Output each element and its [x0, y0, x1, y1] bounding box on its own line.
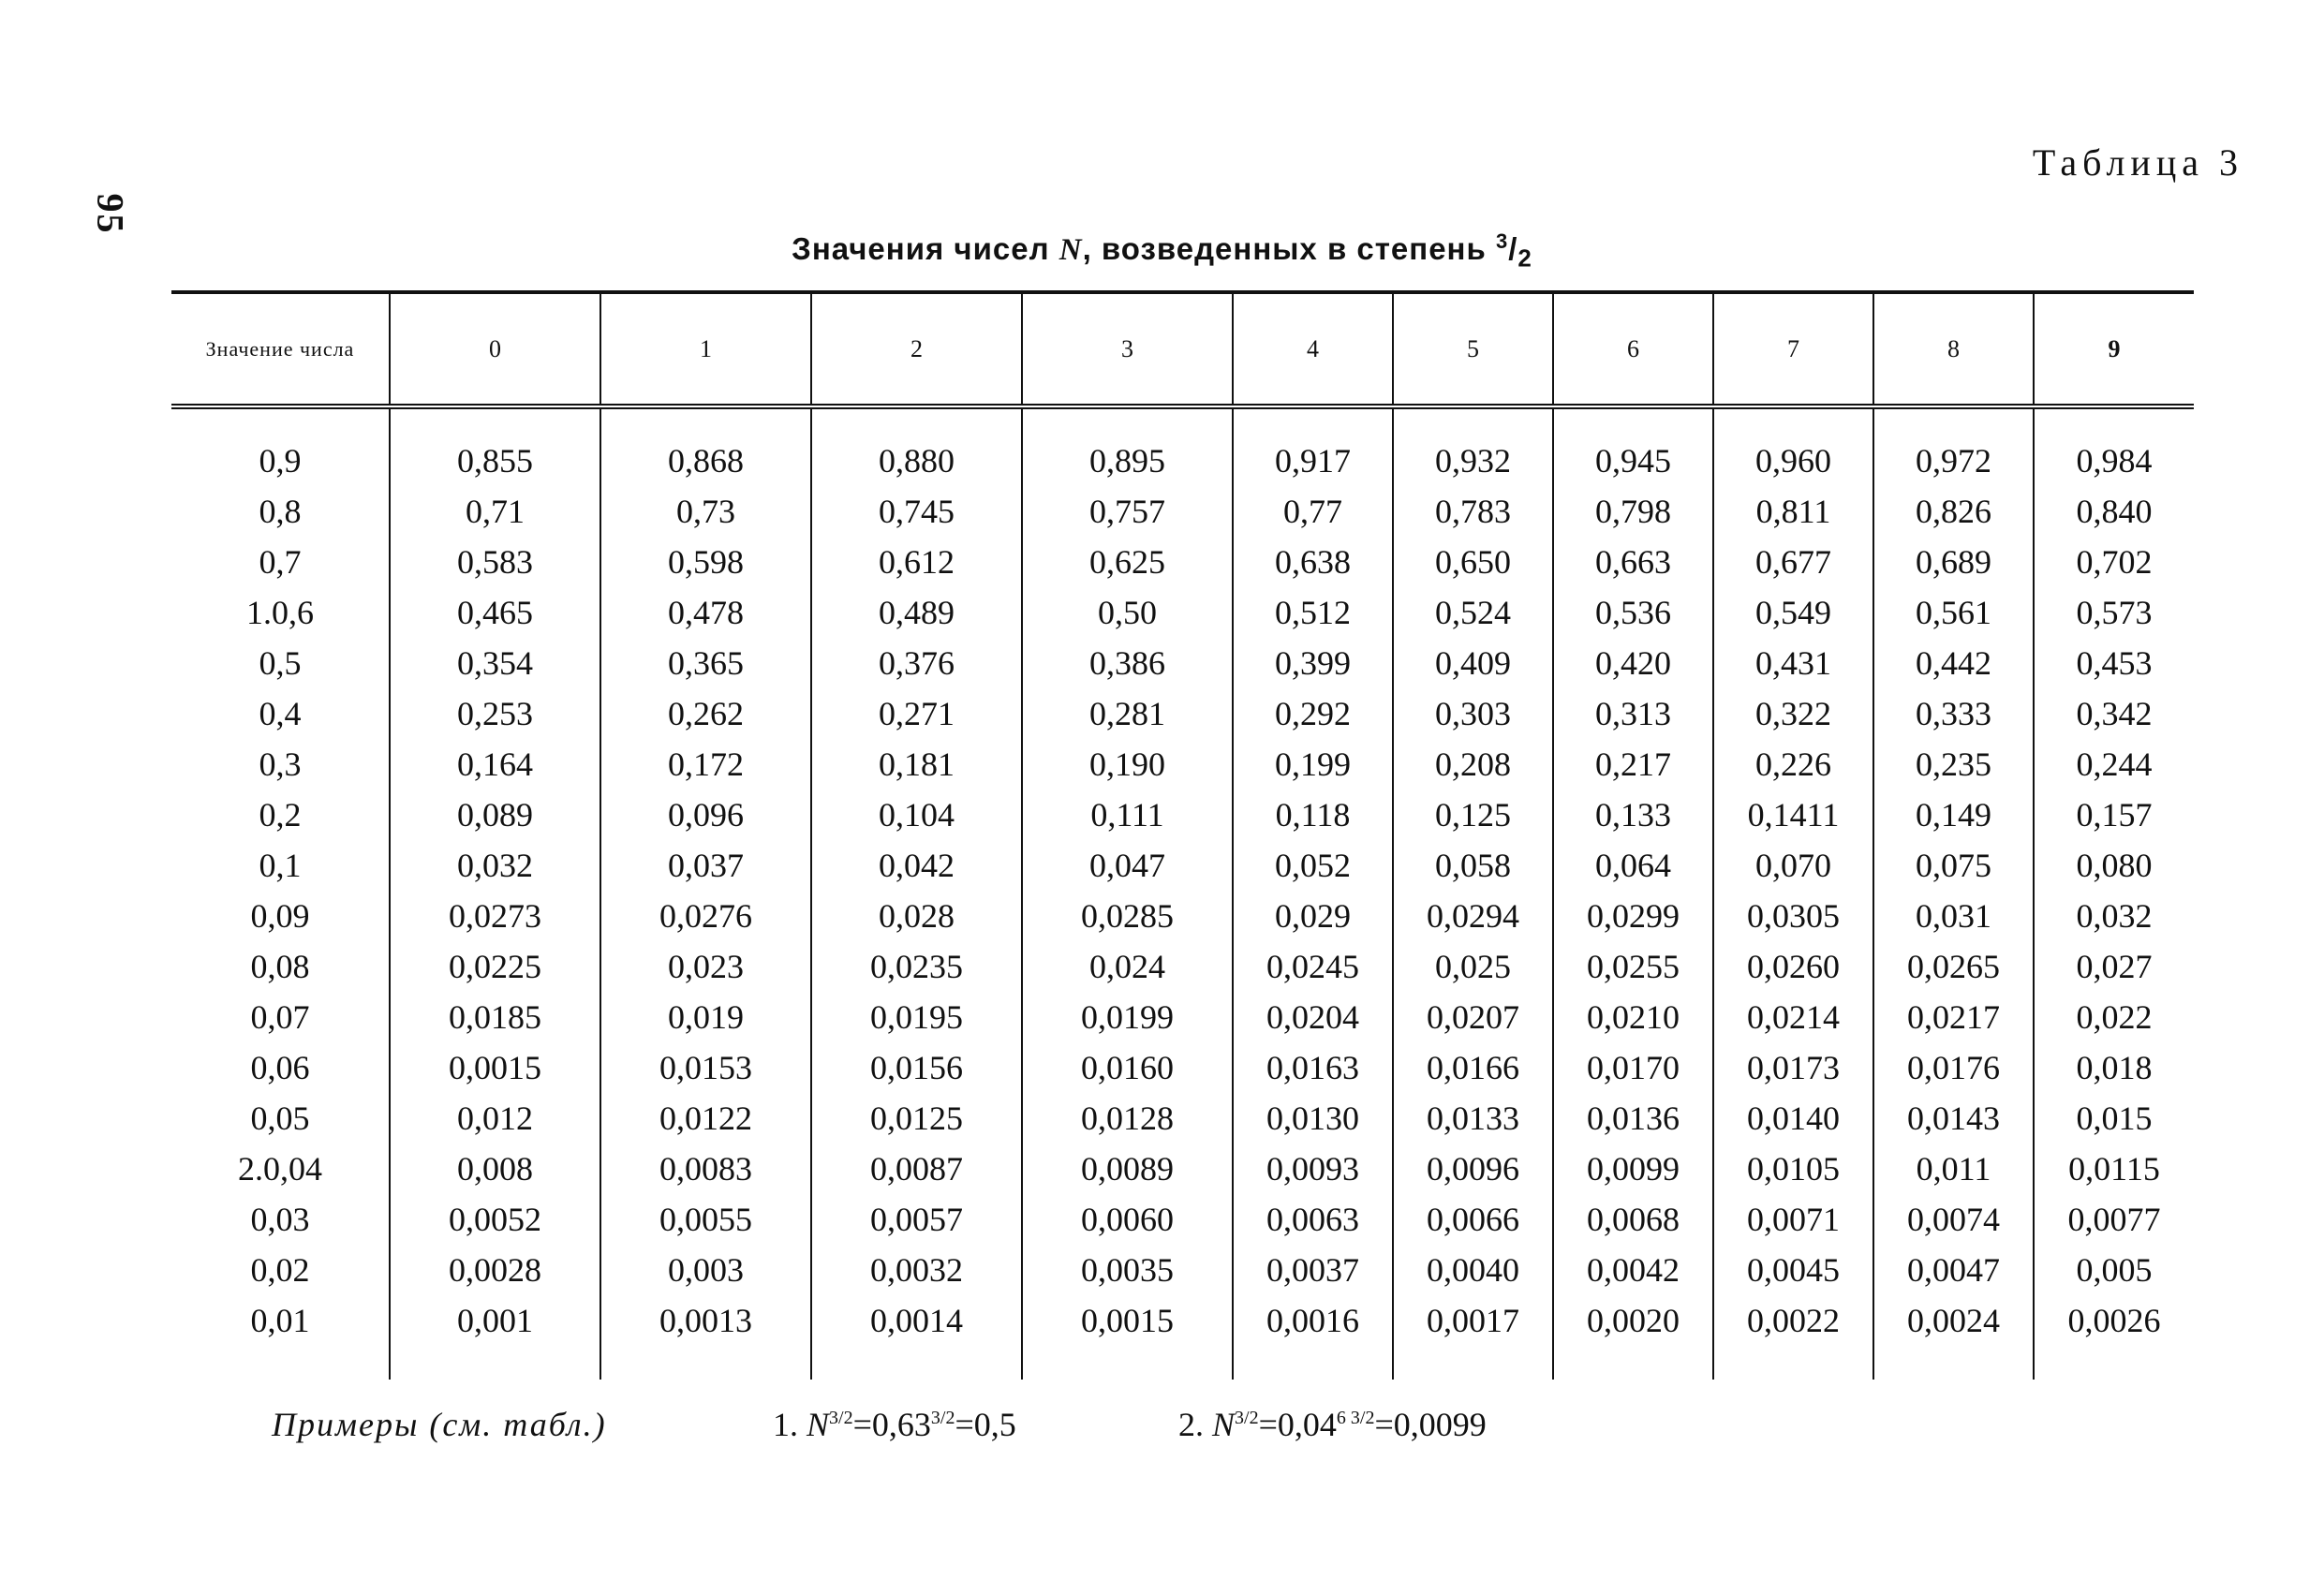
value-cell: 0,003	[600, 1245, 811, 1295]
column-header-7: 7	[1713, 292, 1873, 406]
table-row	[171, 840, 2194, 891]
example-2-prefix: 2.	[1178, 1406, 1212, 1443]
row-label: 0,9	[259, 442, 302, 480]
value-cell: 0,442	[1873, 638, 2034, 688]
value-cell: 0,0016	[1233, 1295, 1393, 1380]
value-cell: 0,0089	[1022, 1144, 1233, 1194]
table-title	[0, 229, 2324, 273]
value-cell: 0,945	[1553, 406, 1713, 486]
value-cell: 0,0207	[1393, 992, 1553, 1042]
value-cell: 0,409	[1393, 638, 1553, 688]
column-header-1: 1	[600, 292, 811, 406]
value-cell: 0,0294	[1393, 891, 1553, 941]
value-cell: 0,0305	[1713, 891, 1873, 941]
value-cell: 0,253	[390, 688, 600, 739]
value-cell: 0,73	[600, 486, 811, 537]
value-cell: 0,895	[1022, 406, 1233, 486]
value-cell: 0,376	[811, 638, 1022, 688]
row-label: 0,08	[250, 948, 310, 985]
value-cell: 0,0057	[811, 1194, 1022, 1245]
table-row	[171, 992, 2194, 1042]
value-cell: 0,0063	[1233, 1194, 1393, 1245]
value-cell: 0,0160	[1022, 1042, 1233, 1093]
value-cell: 0,089	[390, 790, 600, 840]
row-label: 0,4	[259, 695, 302, 732]
row-label: 0,09	[250, 897, 310, 935]
example-2-var: N	[1212, 1406, 1236, 1443]
value-cell: 0,181	[811, 739, 1022, 790]
value-cell: 0,0210	[1553, 992, 1713, 1042]
value-cell: 0,208	[1393, 739, 1553, 790]
value-cell: 0,0028	[390, 1245, 600, 1295]
value-cell: 0,798	[1553, 486, 1713, 537]
table-row	[171, 537, 2194, 587]
value-cell: 0,420	[1553, 638, 1713, 688]
table-row	[171, 941, 2194, 992]
value-cell: 0,0087	[811, 1144, 1022, 1194]
example-2-result: =0,0099	[1374, 1406, 1487, 1443]
value-cell: 0,811	[1713, 486, 1873, 537]
row-label: 0,3	[259, 745, 302, 783]
table-row	[171, 486, 2194, 537]
value-cell: 0,465	[390, 587, 600, 638]
value-cell: 0,292	[1233, 688, 1393, 739]
value-cell: 0,005	[2034, 1245, 2194, 1295]
value-cell: 0,164	[390, 739, 600, 790]
value-cell: 0,226	[1713, 739, 1873, 790]
value-cell: 0,0276	[600, 891, 811, 941]
value-cell: 0,0099	[1553, 1144, 1713, 1194]
value-cell: 0,0096	[1393, 1144, 1553, 1194]
row-label: 0,05	[250, 1100, 310, 1137]
value-cell: 0,0032	[811, 1245, 1022, 1295]
value-cell: 0,365	[600, 638, 811, 688]
value-cell: 0,0055	[600, 1194, 811, 1245]
value-cell: 0,524	[1393, 587, 1553, 638]
value-cell: 0,702	[2034, 537, 2194, 587]
example-1-mid: =0,63	[852, 1406, 931, 1443]
value-cell: 0,598	[600, 537, 811, 587]
table-row	[171, 1042, 2194, 1093]
table-body	[171, 406, 2194, 1380]
title-fraction-slash: /	[1508, 231, 1518, 266]
value-cell: 0,0122	[600, 1093, 811, 1144]
value-cell: 0,0299	[1553, 891, 1713, 941]
table-header-row	[171, 292, 2194, 406]
examples-label: Примеры (см. табл.)	[272, 1406, 607, 1443]
value-cell: 0,0140	[1713, 1093, 1873, 1144]
table-row	[171, 739, 2194, 790]
value-cell: 0,313	[1553, 688, 1713, 739]
value-cell: 0,0128	[1022, 1093, 1233, 1144]
column-header-3: 3	[1022, 292, 1233, 406]
value-cell: 0,573	[2034, 587, 2194, 638]
value-cell: 0,0170	[1553, 1042, 1713, 1093]
example-1-prefix: 1.	[773, 1406, 807, 1443]
value-cell: 0,0125	[811, 1093, 1022, 1144]
example-2-exp: 3/2	[1235, 1408, 1259, 1428]
column-header-9: 9	[2034, 292, 2194, 406]
value-cell: 0,549	[1713, 587, 1873, 638]
value-cell: 0,1411	[1713, 790, 1873, 840]
table-row	[171, 688, 2194, 739]
value-cell: 0,023	[600, 941, 811, 992]
value-cell: 0,111	[1022, 790, 1233, 840]
value-cell: 0,0166	[1393, 1042, 1553, 1093]
value-cell: 0,0040	[1393, 1245, 1553, 1295]
table-row	[171, 406, 2194, 486]
value-cell: 0,052	[1233, 840, 1393, 891]
value-cell: 0,031	[1873, 891, 2034, 941]
value-cell: 0,0255	[1553, 941, 1713, 992]
value-cell: 0,149	[1873, 790, 2034, 840]
value-cell: 0,322	[1713, 688, 1873, 739]
value-cell: 0,880	[811, 406, 1022, 486]
value-cell: 0,50	[1022, 587, 1233, 638]
value-cell: 0,028	[811, 891, 1022, 941]
table-row	[171, 1144, 2194, 1194]
value-cell: 0,0235	[811, 941, 1022, 992]
value-cell: 0,0105	[1713, 1144, 1873, 1194]
table-row	[171, 891, 2194, 941]
column-header-5: 5	[1393, 292, 1553, 406]
value-cell: 0,0037	[1233, 1245, 1393, 1295]
table-row	[171, 1194, 2194, 1245]
example-1-result: =0,5	[955, 1406, 1016, 1443]
value-cell: 0,025	[1393, 941, 1553, 992]
value-cell: 0,0035	[1022, 1245, 1233, 1295]
value-cell: 0,029	[1233, 891, 1393, 941]
row-label: 0,2	[259, 796, 302, 834]
value-cell: 0,0115	[2034, 1144, 2194, 1194]
example-1-var: N	[807, 1406, 830, 1443]
value-cell: 0,663	[1553, 537, 1713, 587]
value-cell: 0,0260	[1713, 941, 1873, 992]
value-cell: 0,677	[1713, 537, 1873, 587]
value-cell: 0,0060	[1022, 1194, 1233, 1245]
value-cell: 0,0047	[1873, 1245, 2034, 1295]
value-cell: 0,022	[2034, 992, 2194, 1042]
table-label: Таблица 3	[2032, 141, 2243, 184]
value-cell: 0,0143	[1873, 1093, 2034, 1144]
value-cell: 0,047	[1022, 840, 1233, 891]
value-cell: 0,399	[1233, 638, 1393, 688]
row-label: 0,8	[259, 493, 302, 530]
example-1-exp: 3/2	[829, 1408, 853, 1428]
powers-table	[171, 290, 2194, 1380]
value-cell: 0,0185	[390, 992, 600, 1042]
row-label: 2.0,04	[238, 1150, 322, 1188]
value-cell: 0,037	[600, 840, 811, 891]
value-cell: 0,012	[390, 1093, 600, 1144]
value-cell: 0,096	[600, 790, 811, 840]
value-cell: 0,0042	[1553, 1245, 1713, 1295]
value-cell: 0,0225	[390, 941, 600, 992]
value-cell: 0,984	[2034, 406, 2194, 486]
value-cell: 0,001	[390, 1295, 600, 1380]
example-1-mid-exp: 3/2	[930, 1408, 955, 1428]
value-cell: 0,262	[600, 688, 811, 739]
value-cell: 0,583	[390, 537, 600, 587]
value-cell: 0,008	[390, 1144, 600, 1194]
value-cell: 0,0176	[1873, 1042, 2034, 1093]
row-label: 0,7	[259, 543, 302, 581]
value-cell: 0,058	[1393, 840, 1553, 891]
value-cell: 0,0136	[1553, 1093, 1713, 1144]
value-cell: 0,018	[2034, 1042, 2194, 1093]
value-cell: 0,638	[1233, 537, 1393, 587]
value-cell: 0,783	[1393, 486, 1553, 537]
row-label: 0,1	[259, 847, 302, 884]
value-cell: 0,0071	[1713, 1194, 1873, 1245]
value-cell: 0,032	[390, 840, 600, 891]
value-cell: 0,489	[811, 587, 1022, 638]
example-2-mid-exp: 6 3/2	[1336, 1408, 1375, 1428]
value-cell: 0,855	[390, 406, 600, 486]
value-cell: 0,027	[2034, 941, 2194, 992]
value-cell: 0,512	[1233, 587, 1393, 638]
title-variable: N	[1058, 233, 1083, 267]
value-cell: 0,868	[600, 406, 811, 486]
value-cell: 0,042	[811, 840, 1022, 891]
value-cell: 0,932	[1393, 406, 1553, 486]
value-cell: 0,612	[811, 537, 1022, 587]
value-cell: 0,342	[2034, 688, 2194, 739]
value-cell: 0,0285	[1022, 891, 1233, 941]
value-cell: 0,689	[1873, 537, 2034, 587]
title-prefix: Значения чисел	[792, 231, 1059, 266]
value-cell: 0,0083	[600, 1144, 811, 1194]
value-cell: 0,157	[2034, 790, 2194, 840]
value-cell: 0,0273	[390, 891, 600, 941]
value-cell: 0,0130	[1233, 1093, 1393, 1144]
value-cell: 0,386	[1022, 638, 1233, 688]
value-cell: 0,190	[1022, 739, 1233, 790]
value-cell: 0,0045	[1713, 1245, 1873, 1295]
value-cell: 0,650	[1393, 537, 1553, 587]
value-cell: 0,0074	[1873, 1194, 2034, 1245]
table-row	[171, 587, 2194, 638]
value-cell: 0,431	[1713, 638, 1873, 688]
value-cell: 0,0204	[1233, 992, 1393, 1042]
value-cell: 0,133	[1553, 790, 1713, 840]
value-cell: 0,0024	[1873, 1295, 2034, 1380]
value-cell: 0,244	[2034, 739, 2194, 790]
value-cell: 0,0022	[1713, 1295, 1873, 1380]
value-cell: 0,536	[1553, 587, 1713, 638]
value-cell: 0,064	[1553, 840, 1713, 891]
value-cell: 0,0173	[1713, 1042, 1873, 1093]
value-cell: 0,235	[1873, 739, 2034, 790]
value-cell: 0,199	[1233, 739, 1393, 790]
page-number: 95	[89, 193, 132, 235]
value-cell: 0,0013	[600, 1295, 811, 1380]
table-row	[171, 638, 2194, 688]
value-cell: 0,0020	[1553, 1295, 1713, 1380]
value-cell: 0,917	[1233, 406, 1393, 486]
value-cell: 0,104	[811, 790, 1022, 840]
title-exp-denominator: 2	[1517, 244, 1532, 273]
value-cell: 0,172	[600, 739, 811, 790]
value-cell: 0,972	[1873, 406, 2034, 486]
value-cell: 0,478	[600, 587, 811, 638]
value-cell: 0,0156	[811, 1042, 1022, 1093]
value-cell: 0,0015	[390, 1042, 600, 1093]
value-cell: 0,125	[1393, 790, 1553, 840]
value-cell: 0,840	[2034, 486, 2194, 537]
example-1	[773, 1405, 1016, 1444]
value-cell: 0,0068	[1553, 1194, 1713, 1245]
value-cell: 0,561	[1873, 587, 2034, 638]
table-row	[171, 1093, 2194, 1144]
value-cell: 0,0133	[1393, 1093, 1553, 1144]
value-cell: 0,71	[390, 486, 600, 537]
value-cell: 0,0015	[1022, 1295, 1233, 1380]
column-header-8: 8	[1873, 292, 2034, 406]
value-cell: 0,281	[1022, 688, 1233, 739]
value-cell: 0,0245	[1233, 941, 1393, 992]
value-cell: 0,0163	[1233, 1042, 1393, 1093]
value-cell: 0,826	[1873, 486, 2034, 537]
value-cell: 0,303	[1393, 688, 1553, 739]
example-2	[1178, 1405, 1487, 1444]
column-header-0: 0	[390, 292, 600, 406]
column-header-4: 4	[1233, 292, 1393, 406]
row-label: 0,06	[250, 1049, 310, 1086]
value-cell: 0,011	[1873, 1144, 2034, 1194]
value-cell: 0,625	[1022, 537, 1233, 587]
value-cell: 0,080	[2034, 840, 2194, 891]
value-cell: 0,333	[1873, 688, 2034, 739]
value-cell: 0,032	[2034, 891, 2194, 941]
value-cell: 0,024	[1022, 941, 1233, 992]
value-cell: 0,217	[1553, 739, 1713, 790]
value-cell: 0,0217	[1873, 992, 2034, 1042]
table-row	[171, 790, 2194, 840]
row-label: 0,07	[250, 998, 310, 1036]
table-row	[171, 1245, 2194, 1295]
value-cell: 0,0017	[1393, 1295, 1553, 1380]
value-cell: 0,0014	[811, 1295, 1022, 1380]
value-cell: 0,075	[1873, 840, 2034, 891]
example-2-mid: =0,04	[1258, 1406, 1337, 1443]
row-label: 0,03	[250, 1201, 310, 1238]
value-cell: 0,271	[811, 688, 1022, 739]
row-label: 0,02	[250, 1251, 310, 1289]
value-cell: 0,960	[1713, 406, 1873, 486]
value-cell: 0,0195	[811, 992, 1022, 1042]
value-cell: 0,0077	[2034, 1194, 2194, 1245]
row-header-cell: Значение числа	[171, 292, 390, 406]
table-row	[171, 1295, 2194, 1380]
value-cell: 0,070	[1713, 840, 1873, 891]
value-cell: 0,0026	[2034, 1295, 2194, 1380]
column-header-2: 2	[811, 292, 1022, 406]
value-cell: 0,0052	[390, 1194, 600, 1245]
value-cell: 0,354	[390, 638, 600, 688]
value-cell: 0,0153	[600, 1042, 811, 1093]
value-cell: 0,015	[2034, 1093, 2194, 1144]
value-cell: 0,0093	[1233, 1144, 1393, 1194]
value-cell: 0,019	[600, 992, 811, 1042]
value-cell: 0,0066	[1393, 1194, 1553, 1245]
row-label: 0,5	[259, 644, 302, 682]
row-label: 0,01	[250, 1302, 310, 1339]
value-cell: 0,0265	[1873, 941, 2034, 992]
value-cell: 0,118	[1233, 790, 1393, 840]
value-cell: 0,0214	[1713, 992, 1873, 1042]
row-label: 1.0,6	[246, 594, 314, 631]
value-cell: 0,453	[2034, 638, 2194, 688]
title-exp-numerator: 3	[1495, 229, 1509, 253]
value-cell: 0,745	[811, 486, 1022, 537]
value-cell: 0,0199	[1022, 992, 1233, 1042]
value-cell: 0,77	[1233, 486, 1393, 537]
title-suffix: , возведенных в степень	[1082, 231, 1496, 266]
column-header-6: 6	[1553, 292, 1713, 406]
value-cell: 0,757	[1022, 486, 1233, 537]
